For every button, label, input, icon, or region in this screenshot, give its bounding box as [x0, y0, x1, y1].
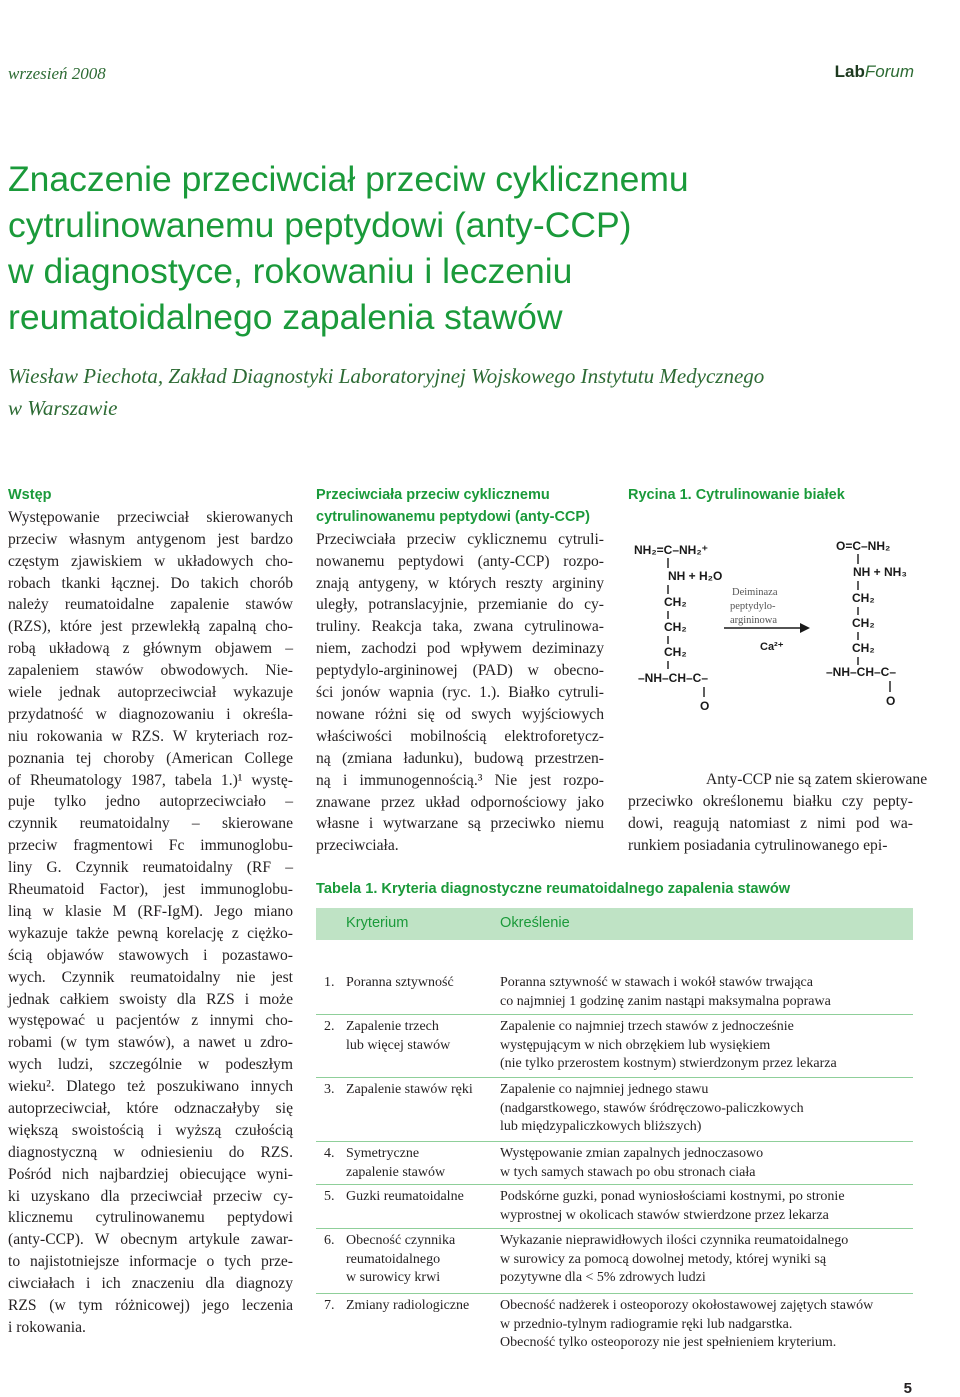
criterion-cell: [324, 1081, 494, 1100]
arginine-ch2-1: CH₂: [664, 595, 687, 609]
definition-text: w przednio-tylnym radiogramie ręki lub nadgarstka.: [500, 1316, 793, 1332]
text-line: przeciwciała.: [316, 837, 399, 855]
citrulline-ch2-1: CH₂: [852, 591, 875, 605]
row-divider: [316, 1228, 913, 1229]
text-line: Występowanie przeciwciał skierowanych: [8, 508, 293, 526]
text-line: wych ludzi, szczególnie w podeszłym: [8, 1056, 293, 1074]
criteria-table: [316, 908, 913, 1350]
definition-cell: [500, 1232, 910, 1288]
definition-cell: [500, 1018, 910, 1074]
citrulline-ch2-2: CH₂: [852, 616, 875, 630]
reaction-arrowhead: [800, 623, 810, 633]
text-line: wykazuje także pewną korelację z ciężko-: [8, 924, 293, 942]
calcium-ion: Ca²⁺: [760, 641, 784, 653]
definition-text: Wykazanie nieprawidłowych ilości czynnika reumatoidalnego: [500, 1233, 849, 1248]
definition-text: (nadgarstkowego, stawów śródręczowo-paliczkowych: [500, 1100, 804, 1116]
text-line: przeciw własnym antygenom jest bardzo: [8, 530, 293, 548]
definition-cell: [500, 1188, 910, 1225]
criterion-number: 4.: [324, 1146, 335, 1161]
criterion-text: w surowicy krwi: [346, 1270, 441, 1285]
text-line: właściwości mobilnością elektroforetycz-: [316, 727, 604, 745]
citrulline-head: O=C–NH₂: [836, 539, 891, 553]
criterion-cell: [324, 1145, 494, 1182]
row-divider: [316, 1077, 913, 1078]
citrullination-diagram: [628, 522, 913, 740]
criterion-number: 5.: [324, 1189, 335, 1204]
criterion-text: Symetryczne: [346, 1146, 420, 1161]
text-line: (RZS), które jest przewlekłą zapalną cho-: [8, 618, 293, 636]
definition-cell: [500, 1145, 910, 1182]
arginine-head: NH₂=C–NH₂⁺: [634, 543, 709, 557]
text-line: uległy, potranslacyjnie, przemianie do cy-: [316, 596, 604, 614]
column-anti-ccp: [316, 485, 604, 857]
text-line: niu rokowania w RZS. W kryteriach roz-: [8, 727, 293, 745]
title-line: Znaczenie przeciwciał przeciw cyklicznemu: [8, 159, 689, 199]
criterion-number: 2.: [324, 1019, 335, 1034]
section-heading-anti-ccp-cont: cytrulinowanemu peptydowi (anty-CCP): [316, 508, 590, 525]
author-line: Wiesław Piechota, Zakład Diagnostyki Laboratoryjnej Wojskowego Instytutu Medycznego: [8, 364, 765, 388]
title-line: w diagnostyce, rokowaniu i leczeniu: [8, 251, 573, 291]
column-figure-text: [628, 769, 928, 857]
text-line: ną (zmiana ładunku), budową przestrzen-: [316, 749, 604, 767]
text-line: poznania tej choroby (American College: [8, 749, 293, 767]
text-line: jednak całkiem swoisty dla RZS i może: [8, 990, 293, 1008]
author-line: w Warszawie: [8, 396, 118, 420]
row-divider: [316, 1014, 913, 1015]
text-line: ści jonów wapnia (ryc. 1.). Białko cytruli-: [316, 684, 604, 702]
criterion-cell: [324, 1232, 494, 1288]
text-line: większą swoistością i wyższą czułością: [8, 1121, 293, 1139]
title-line: cytrulinowanemu peptydowi (anty-CCP): [8, 205, 632, 245]
definition-text: Występowanie zmian zapalnych jednoczasowo: [500, 1146, 764, 1161]
text-line: liny G. Czynnik reumatoidalny (RF –: [8, 859, 293, 877]
text-line: ścią objawów stawowych i pozastawo-: [8, 946, 293, 964]
arginine-ch2-2: CH₂: [664, 620, 687, 634]
definition-text: Zapalenie co najmniej trzech stawów z jednocześnie: [500, 1019, 794, 1034]
criterion-text: Obecność czynnika: [346, 1233, 456, 1248]
table-title: Tabela 1. Kryteria diagnostyczne reumatoidalnego zapalenia stawów: [316, 881, 791, 897]
criterion-cell: [324, 1297, 494, 1316]
column-header-definition: Określenie: [500, 915, 570, 931]
text-line: częstym zjawiskiem w układowych cho-: [8, 552, 293, 570]
criterion-cell: [324, 1018, 494, 1055]
text-line: ną i immunogennością.³ Nie jest rozpo-: [316, 771, 604, 789]
arginine-oxygen: O: [700, 699, 710, 713]
text-line: występować u pacjentów z innymi cho-: [8, 1012, 293, 1030]
criterion-number: 6.: [324, 1233, 335, 1248]
definition-text: w surowicy za pomocą dowolnej metody, której wyniki są: [500, 1251, 827, 1267]
criterion-text: Poranna sztywność: [346, 975, 454, 990]
definition-text: Podskórne guzki, ponad wyniosłościami kostnymi, po stronie: [500, 1189, 845, 1204]
page-number: 5: [903, 1380, 912, 1397]
row-divider: [316, 1141, 913, 1142]
text-line: ciwciałach i ich znaczeniu dla diagnozy: [8, 1275, 293, 1293]
definition-cell: [500, 1297, 910, 1353]
intro-body: [8, 507, 293, 1339]
definition-text: lub międzypaliczkowych bliższych): [500, 1119, 702, 1134]
text-line: to najistotniejsze informacje o tych prze-: [8, 1253, 293, 1271]
criterion-cell: [324, 974, 494, 993]
text-line: Przeciwciała przeciw cyklicznemu cytruli-: [316, 530, 604, 548]
text-line: robami (w tym stawów), a nawet u zdro-: [8, 1034, 293, 1052]
issue-date: wrzesień 2008: [8, 64, 106, 83]
text-line: runkiem posiadania cytrulinowanego epi-: [628, 836, 888, 854]
arginine-backbone: –NH–CH–C–: [638, 671, 709, 685]
criterion-number: 3.: [324, 1082, 335, 1097]
text-line: nowane różni się od swych wyjściowych: [316, 705, 604, 723]
enzyme-label-3: argininowa: [730, 615, 778, 626]
text-line: puje tylko jedno autoprzeciwciało –: [8, 793, 293, 811]
text-line: of Rheumatology 1987, tabela 1.)¹ wystę-: [8, 771, 293, 789]
arginine-nh-water: NH + H₂O: [668, 569, 723, 583]
criterion-text: Zmiany radiologiczne: [346, 1298, 470, 1313]
text-line: wieku². Dlatego też poszukiwano innych: [8, 1078, 293, 1096]
figure-column-body: [628, 769, 928, 857]
text-line: robach tkanki łącznej. Do takich chorób: [8, 574, 293, 592]
title-line: reumatoidalnego zapalenia stawów: [8, 297, 563, 337]
text-line: znawane przez układ odpornościowy jako: [316, 793, 604, 811]
text-line: zapaleniem stawów obwodowych. Nie-: [8, 662, 293, 680]
definition-text: Obecność tylko osteoporozy nie jest spełnieniem kryterium.: [500, 1335, 837, 1350]
criterion-text: zapalenie stawów: [346, 1164, 446, 1180]
criterion-text: reumatoidalnego: [346, 1251, 441, 1267]
definition-text: co najmniej 1 godzinę zanim nastąpi maksymalna poprawa: [500, 993, 831, 1009]
text-line: wiele jednak autoprzeciwciał wykazuje: [8, 684, 293, 702]
text-line: RZS (w tym różnicowej) jego leczenia: [8, 1296, 293, 1314]
definition-text: Obecność nadżerek i osteoporozy okołostawowej zajętych stawów: [500, 1298, 874, 1313]
criterion-number: 1.: [324, 975, 335, 990]
text-line: należy reumatoidalne zapalenie stawów: [8, 596, 293, 614]
text-line: Rheumatoid Factor), jest immunoglobu-: [8, 881, 293, 899]
text-line: liną w klasie M (RF-IgM). Jego miano: [8, 902, 293, 920]
author-affiliation: [8, 360, 908, 424]
text-line: robą układową z głównym objawem –: [8, 640, 293, 658]
criterion-number: 7.: [324, 1298, 335, 1313]
text-line: (anty-CCP). W obecnym artykule zawar-: [8, 1231, 293, 1249]
column-figure: [628, 485, 913, 507]
text-line: peptydylo-argininowej (PAD) w obecno-: [316, 662, 604, 680]
text-line: ki uzyskano dla przeciwciał przeciw cy-: [8, 1187, 293, 1205]
table-header: [316, 908, 913, 940]
criterion-text: lub więcej stawów: [346, 1037, 451, 1053]
criterion-text: Guzki reumatoidalne: [346, 1189, 464, 1204]
text-line: klicznemu cytrulinowanemu peptydowi: [8, 1209, 293, 1227]
text-line: Anty-CCP nie są zatem skierowane: [706, 771, 928, 788]
article-title: [8, 156, 938, 340]
citrulline-ch2-3: CH₂: [852, 641, 875, 655]
text-line: własne i wytwarzane są przeciwko niemu: [316, 815, 604, 833]
text-line: przeciwko określonemu białku czy pepty-: [628, 792, 913, 810]
text-line: autoprzeciwciał, które odznaczałyby się: [8, 1099, 293, 1117]
text-line: Pośród nich najbardziej obiecujące wyni-: [8, 1165, 293, 1183]
definition-text: Poranna sztywność w stawach i wokół stawów trwająca: [500, 975, 813, 990]
text-line: znają antygeny, w których reszty argininy: [316, 574, 604, 592]
criterion-cell: [324, 1188, 494, 1207]
definition-text: występującym w nich obrzękiem lub wysiękiem: [500, 1037, 771, 1053]
text-line: niem, zachodzi pod wpływem deziminazy: [316, 640, 604, 658]
text-line: diagnostyczną w odniesieniu do RZS.: [8, 1143, 293, 1161]
brand-logo: [835, 62, 914, 82]
column-header-criterion: Kryterium: [346, 915, 409, 931]
text-line: czynnik reumatoidalny – skierowane: [8, 815, 293, 833]
definition-text: wyprostnej w okolicach stawów stwierdzone przez lekarza: [500, 1207, 829, 1223]
definition-text: pozytywne dla < 5% zdrowych ludzi: [500, 1270, 706, 1285]
text-line: przeciw fragmentowi Fc immunoglobu-: [8, 837, 293, 855]
text-line: truliny. Reakcja taka, zwana cytrulinowa-: [316, 618, 604, 636]
brand-bold: Lab: [834, 62, 865, 81]
column-intro: [8, 485, 293, 1339]
text-line: i rokowania.: [8, 1318, 86, 1336]
definition-text: (nie tylko przerostem kostnym) stwierdzonym przez lekarza: [500, 1056, 837, 1071]
arginine-ch2-3: CH₂: [664, 645, 687, 659]
row-divider: [316, 1293, 913, 1294]
enzyme-label-1: Deiminaza: [732, 587, 778, 598]
text-line: nowanemu peptydowi (anty-CCP) rozpo-: [316, 552, 604, 570]
criterion-text: Zapalenie stawów ręki: [346, 1082, 473, 1097]
citrulline-oxygen: O: [886, 694, 896, 708]
definition-cell: [500, 974, 910, 1011]
definition-cell: [500, 1081, 910, 1137]
section-heading-anti-ccp: Przeciwciała przeciw cyklicznemu: [316, 487, 550, 503]
anti-ccp-body: [316, 529, 604, 857]
definition-text: Zapalenie co najmniej jednego stawu: [500, 1082, 709, 1097]
text-line: dowi, reagują natomiast z nimi pod wa-: [628, 814, 913, 832]
text-line: wych. Czynnik reumatoidalny nie jest: [8, 968, 293, 986]
brand-italic: Forum: [864, 62, 914, 81]
text-line: przydatność w diagnozowaniu i określa-: [8, 705, 293, 723]
section-heading-intro: Wstęp: [8, 487, 52, 503]
figure-caption: Rycina 1. Cytrulinowanie białek: [628, 487, 845, 503]
criterion-text: Zapalenie trzech: [346, 1019, 439, 1034]
citrulline-nh-ammonia: NH + NH₃: [853, 565, 907, 579]
definition-text: w tych samych stawach po obu stronach ciała: [500, 1164, 756, 1180]
row-divider: [316, 1184, 913, 1185]
citrulline-backbone: –NH–CH–C–: [826, 665, 897, 679]
enzyme-label-2: peptydylo-: [730, 601, 776, 612]
